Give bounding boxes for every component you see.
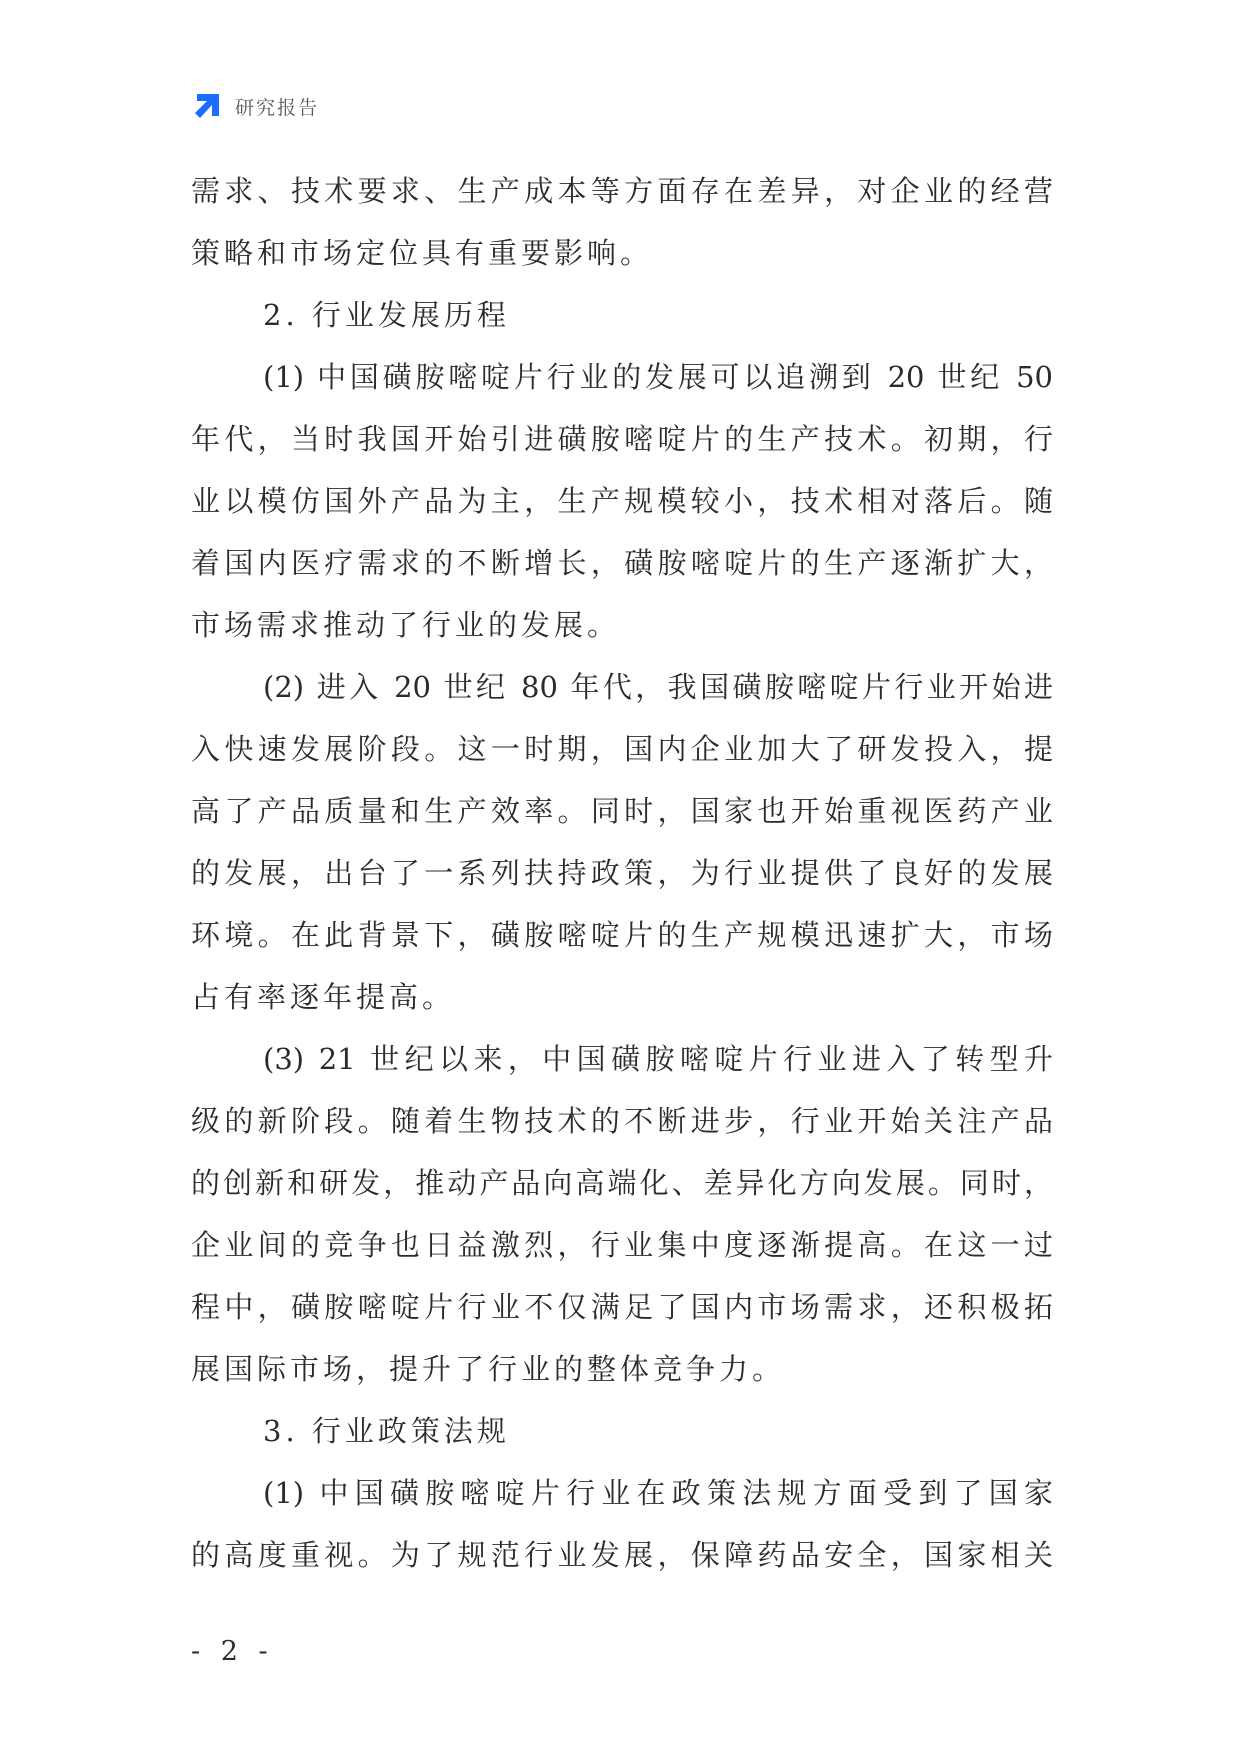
page-header: [191, 88, 319, 124]
text-line: 入快速发展阶段。这一时期，国内企业加大了研发投入，提: [191, 732, 1053, 766]
arrow-up-right-icon: [191, 90, 223, 122]
text-line: 市场需求推动了行业的发展。: [191, 608, 621, 642]
text-line: 年代，当时我国开始引进磺胺嘧啶片的生产技术。初期，行: [191, 422, 1053, 456]
text-line: 的发展，出台了一系列扶持政策，为行业提供了良好的发展: [191, 856, 1053, 890]
text-line: 展国际市场，提升了行业的整体竞争力。: [191, 1352, 786, 1386]
page-number: - 2 -: [191, 1636, 274, 1667]
text-line: 级的新阶段。随着生物技术的不断进步，行业开始关注产品: [191, 1104, 1053, 1138]
header-title: 研究报告: [235, 96, 320, 119]
text-line: 的创新和研发，推动产品向高端化、差异化方向发展。同时，: [191, 1166, 1053, 1200]
text-line: 环境。在此背景下，磺胺嘧啶片的生产规模迅速扩大，市场: [191, 918, 1053, 952]
text-line: 企业间的竞争也日益激烈，行业集中度逐渐提高。在这一过: [191, 1228, 1053, 1262]
text-line: 业以模仿国外产品为主，生产规模较小，技术相对落后。随: [191, 484, 1053, 518]
document-body: [191, 160, 1053, 1586]
section-heading: 3. 行业政策法规: [263, 1414, 510, 1448]
text-line: 需求、技术要求、生产成本等方面存在差异，对企业的经营: [191, 174, 1053, 208]
text-line: (2) 进入 20 世纪 80 年代，我国磺胺嘧啶片行业开始进: [263, 670, 1053, 704]
text-line: 高了产品质量和生产效率。同时，国家也开始重视医药产业: [191, 794, 1053, 828]
text-line: 程中，磺胺嘧啶片行业不仅满足了国内市场需求，还积极拓: [191, 1290, 1053, 1324]
text-line: (3) 21 世纪以来，中国磺胺嘧啶片行业进入了转型升: [263, 1042, 1053, 1076]
text-line: 占有率逐年提高。: [191, 980, 456, 1014]
section-heading: 2. 行业发展历程: [263, 298, 510, 332]
text-line: (1) 中国磺胺嘧啶片行业在政策法规方面受到了国家: [263, 1476, 1053, 1510]
text-line: 着国内医疗需求的不断增长，磺胺嘧啶片的生产逐渐扩大，: [191, 546, 1053, 580]
text-line: 的高度重视。为了规范行业发展，保障药品安全，国家相关: [191, 1538, 1053, 1572]
text-line: 策略和市场定位具有重要影响。: [191, 236, 654, 270]
text-line: (1) 中国磺胺嘧啶片行业的发展可以追溯到 20 世纪 50: [263, 360, 1053, 394]
